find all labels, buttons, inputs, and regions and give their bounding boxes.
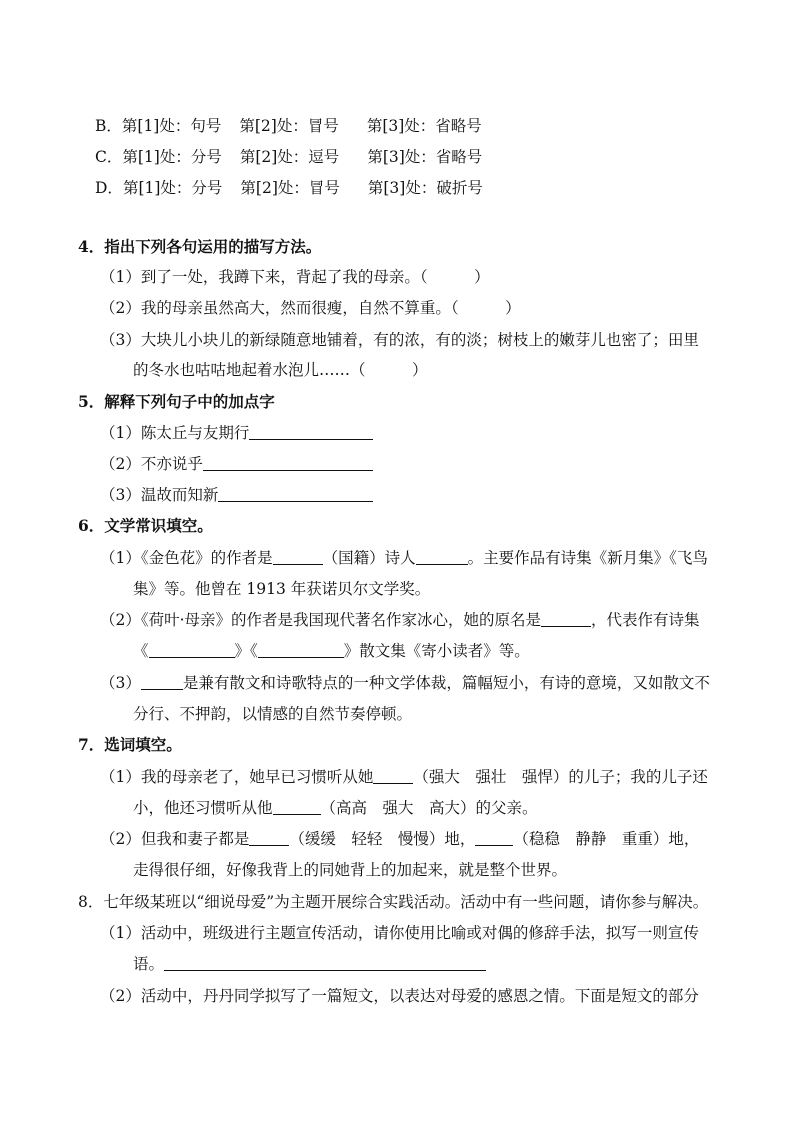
q7-item-1-text-b: （强大 强壮 强悍）的儿子；我的儿子还 — [413, 768, 708, 786]
q4-sentence-3a: （3）大块儿小块儿的新绿随意地铺着，有的浓，有的淡；树枝上的嫩芽儿也密了；田里 — [100, 331, 699, 349]
option-d — [95, 178, 483, 198]
q7-item-2-text-b: （缓缓 轻轻 慢慢）地， — [289, 830, 476, 848]
q8-title: 8．七年级某班以“细说母爱”为主题开展综合实践活动。活动中有一些问题，请你参与解决。 — [78, 893, 709, 911]
q8-item-1: （1）活动中，班级进行主题宣传活动，请你使用比喻或对偶的修辞手法，拟写一则宣传 — [100, 924, 699, 942]
q6-title: 6．文学常识填空。 — [78, 516, 213, 535]
q5-item-3 — [100, 485, 373, 505]
answer-blank[interactable] — [249, 829, 289, 846]
q4-sentence-1: （1）到了一处，我蹲下来，背起了我的母亲。（ ） — [100, 268, 490, 286]
q7-item-1-text-d: （高高 强大 高大）的父亲。 — [320, 799, 538, 817]
answer-blank[interactable] — [273, 798, 321, 815]
q6-item-2-text-c: 《 — [133, 642, 149, 660]
q8-item-2: （2）活动中，丹丹同学拟写了一篇短文，以表达对母爱的感恩之情。下面是短文的部分 — [100, 987, 699, 1005]
q7-item-2-text-a: （2）但我和妻子都是 — [100, 830, 250, 848]
q7-item-1 — [100, 767, 708, 787]
option-letter: D． — [95, 179, 123, 197]
option-part-1: 第[1]处：分号 — [122, 179, 223, 197]
q7-item-1-text-c: 小，他还习惯听从他 — [133, 799, 273, 817]
q6-item-2-cont — [133, 641, 530, 661]
q5-title: 5．解释下列句子中的加点字 — [78, 392, 275, 411]
answer-blank[interactable] — [249, 423, 373, 440]
answer-blank[interactable] — [141, 673, 183, 690]
option-part-2: 第[2]处：冒号 — [239, 117, 339, 135]
option-letter: C． — [95, 148, 123, 166]
q6-item-3-text-a: （3） — [100, 674, 141, 692]
option-c — [95, 147, 482, 167]
q8-item-1-cont — [133, 954, 486, 974]
q7-item-2-cont: 走得很仔细，好像我背上的同她背上的加起来，就是整个世界。 — [133, 861, 568, 879]
option-part-1: 第[1]处：句号 — [121, 117, 222, 135]
option-part-3: 第[3]处：破折号 — [367, 179, 483, 197]
q4-sentence-3b: 的冬水也咕咕地起着水泡儿……（ ） — [133, 361, 428, 379]
answer-blank[interactable] — [475, 829, 513, 846]
q5-item-2 — [100, 454, 373, 474]
q5-item-2-text: （2）不亦说乎 — [100, 455, 203, 473]
answer-blank[interactable] — [203, 454, 373, 471]
q6-item-2-text-a: （2）《荷叶·母亲》的作者是我国现代著名作家冰心，她的原名是 — [100, 611, 542, 629]
answer-blank[interactable] — [373, 767, 413, 784]
option-part-3: 第[3]处：省略号 — [366, 117, 482, 135]
answer-blank[interactable] — [218, 485, 373, 502]
q6-item-1 — [100, 548, 708, 568]
q7-item-2 — [100, 829, 699, 849]
q5-item-1 — [100, 423, 373, 443]
answer-blank[interactable] — [273, 548, 323, 565]
q6-item-1-text-c: 。主要作品有诗集《新月集》《飞鸟 — [467, 549, 708, 567]
q7-title: 7．选词填空。 — [78, 735, 182, 754]
q7-item-1-cont — [133, 798, 538, 818]
q6-item-1-text-b: （国籍）诗人 — [322, 549, 416, 567]
option-part-3: 第[3]处：省略号 — [367, 148, 483, 166]
q7-item-2-text-c: （稳稳 静静 重重）地， — [513, 830, 700, 848]
answer-blank[interactable] — [149, 641, 235, 658]
q6-item-2-text-e: 》散文集《寄小读者》等。 — [343, 642, 530, 660]
option-letter: B． — [95, 117, 122, 135]
option-b — [95, 116, 482, 136]
answer-blank[interactable] — [541, 610, 591, 627]
q4-title: 4．指出下列各句运用的描写方法。 — [78, 237, 322, 256]
q6-item-2-text-d: 》《 — [234, 642, 258, 660]
answer-blank[interactable] — [416, 548, 468, 565]
q5-item-1-text: （1）陈太丘与友期行 — [100, 424, 250, 442]
q4-sentence-2: （2）我的母亲虽然高大，然而很瘦，自然不算重。（ ） — [100, 299, 521, 317]
q7-item-1-text-a: （1）我的母亲老了，她早已习惯听从她 — [100, 768, 374, 786]
q6-item-2 — [100, 610, 700, 630]
q6-item-3 — [100, 673, 710, 693]
q6-item-1-text-a: （1）《金色花》的作者是 — [100, 549, 273, 567]
q6-item-2-text-b: ，代表作有诗集 — [591, 611, 700, 629]
q8-item-1-text-b: 语。 — [133, 955, 165, 973]
option-part-1: 第[1]处：分号 — [122, 148, 222, 166]
q6-item-3-cont: 分行、不押韵，以情感的自然节奏停顿。 — [133, 705, 413, 723]
option-part-2: 第[2]处：冒号 — [240, 179, 340, 197]
q6-item-1-cont: 集》等。他曾在 1913 年获诺贝尔文学奖。 — [133, 580, 431, 598]
option-part-2: 第[2]处：逗号 — [239, 148, 340, 166]
answer-blank[interactable] — [258, 641, 344, 658]
answer-blank[interactable] — [164, 954, 486, 971]
q6-item-3-text-b: 是兼有散文和诗歌特点的一种文学体裁，篇幅短小，有诗的意境，又如散文不 — [182, 674, 710, 692]
q5-item-3-text: （3）温故而知新 — [100, 486, 219, 504]
